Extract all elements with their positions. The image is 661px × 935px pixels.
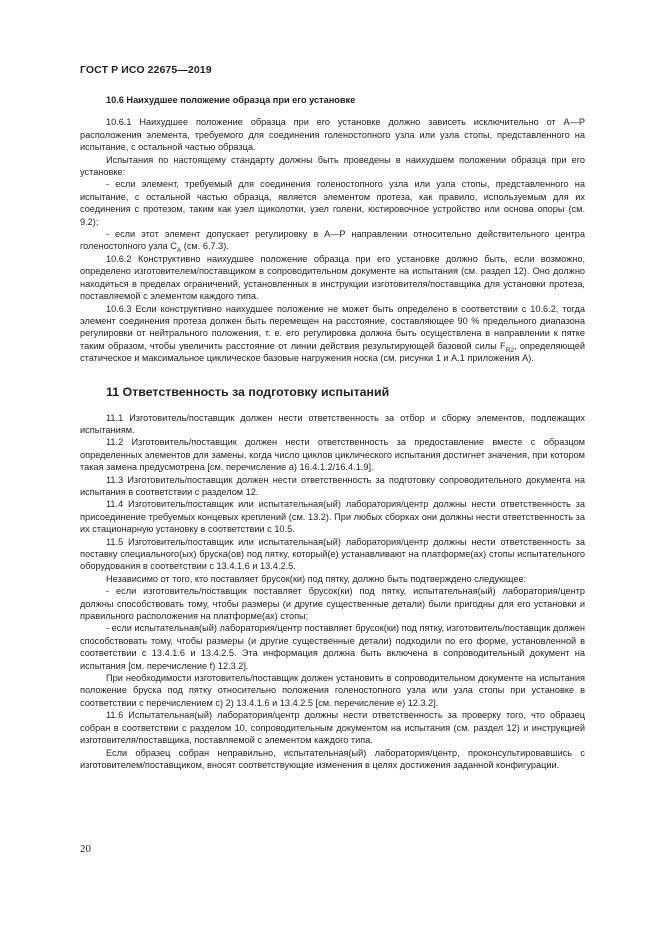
list-item-supplier: - если изготовитель/поставщик поставляет брусок(ки) под пятку, испытательная(ый) лаборатория/центр должны способствовать тому, чтобы размеры (и другие существенные детали) были пригодны для его установки и правильного расположения на платформе(ах) стопы; [80,586,585,622]
paragraph-11-4: 11.4 Изготовитель/поставщик или испытательная(ый) лаборатория/центр должны нести ответственность за присоединение требуемых концевых креплений (см. 13.2). При любых сборках они должны нести ответственность за их стационарную установку в соответствии с 10.5. [80,499,585,535]
paragraph-heel-position: При необходимости изготовитель/поставщик должен установить в сопроводительном документе на испытания положение бруска под пятку относительно положения голеностопного узла или узла стопы при установке в соответствии с перечислением с) 2) 13.4.1.6 и 13.4.2.5 [см. перечисление е) 12.3.2]. [80,673,585,708]
paragraph-10-6-2: 10.6.2 Конструктивно наихудшее положение образца при его установке должно быть, если возможно, определено изготовителем/поставщиком в сопроводительном документе на испытания (см. раздел 12). Оно должно находиться в пределах ограничений, установленных в инструкции изготовителя/поставщика для установки протеза, поставляемой с элементом каждого типа. [80,253,585,302]
list-item-element: - если элемент, требуемый для соединения голеностопного узла или узла стопы, представленного на испытание, с остальной частью образца, является элементом протеза, как правило, используемым для их соединения с протезом, таким как узел щиколотки, узел голени, юстировочное устройство или основа опоры (см. 9.2); [80,179,585,227]
list-item-laboratory: - если испытательная(ый) лаборатория/центр поставляет брусок(ки) под пятку, изготовитель/поставщик должен способствовать тому, чтобы размеры (и другие существенные детали) подходили по его форме, установленной в соответствии с 13.4.1.6 и 13.4.2.5. Эта информация должна быть включена в сопроводительный документ на испытания [см. перечисление f) 12.3.2]. [80,623,585,671]
paragraph-11-3: 11.3 Изготовитель/поставщик должен нести ответственность за подготовку сопроводительного документа на испытания в соответствии с разделом 12. [80,474,585,497]
paragraph-worst-case: Испытания по настоящему стандарту должны быть проведены в наихудшем положении образца при его установке: [80,154,585,178]
paragraph-10-6-3: 10.6.3 Если конструктивно наихудшее положение не может быть определено в соответствии с 10.6.2, тогда элемент соединения протеза должен быть перемещен на расстояние, составляющее 90 % предельного диапазона регулировки от нейтрального положения, т. е. его регулировка должна быть осуществлена в направлении к пятке таким образом, чтобы увеличить расстояние от линии действия результирующей базовой силы $F_{R2}$, определяющей статическое и максимальное циклическое базовые нагружения носка (см. рисунки 1 и А.1 приложения А). [80,303,586,364]
paragraph-11-6: 11.6 Испытательная(ый) лаборатория/центр должны нести ответственность за проверку того, что образец собран в соответствии с разделом 10, сопроводительным документом на испытания (см. раздел 12) и инструкцией изготовителя/поставщика, поставляемой с элементом каждого типа. [80,710,585,746]
list-item-adjustment: - если этот элемент допускает регулировку в А—Р направлении относительно действительного центра голеностопного узла $C_A$ (см. 6.7.3). [80,229,585,255]
document-header: ГОСТ Р ИСО 22675—2019 [80,64,212,76]
paragraph-10-6-1: 10.6.1 Наихудшее положение образца при его установке должно зависеть исключительно от А—Р расположения элемента, требуемого для соединения голеностопного узла или узла стопы, представленного на испытание, с остальной частью образца. [80,117,585,153]
paragraph-confirm: Независимо от того, кто поставляет брусок(ки) под пятку, должно быть подтверждено следующее: [106,573,527,584]
paragraph-11-5: 11.5 Изготовитель/поставщик или испытательная(ый) лаборатория/центр должны нести ответственность за поставку специального(ых) бруска(ов) под пятку, который(е) устанавливают на платформе(ах) стопы испытательного оборудования в соответствии с 13.4.1.6 и 13.4.2.5. [80,536,585,572]
section-11-heading: 11 Ответственность за подготовку испытаний [106,384,390,399]
paragraph-11-1: 11.1 Изготовитель/поставщик должен нести ответственность за отбор и сборку элементов, подлежащих испытаниям. [80,412,585,435]
section-10-6-heading: 10.6 Наихудшее положение образца при его установке [106,95,356,105]
page-number: 20 [80,843,91,855]
paragraph-11-2: 11.2 Изготовитель/поставщик должен нести ответственность за предоставление вместе с образцом определенных элементов для замены, когда число циклов циклического испытания достигнет значения, при котором такая замена предусмотрена [см. перечисление а) 16.4.1.2/16.4.1.9]. [80,437,585,473]
paragraph-incorrect-assembly: Если образец собран неправильно, испытательная(ый) лаборатория/центр, проконсультировавшись с изготовителем/поставщиком, вносят соответствующие изменения в целях достижения заданной конфигурации. [80,747,585,770]
document-body [80,94,585,771]
